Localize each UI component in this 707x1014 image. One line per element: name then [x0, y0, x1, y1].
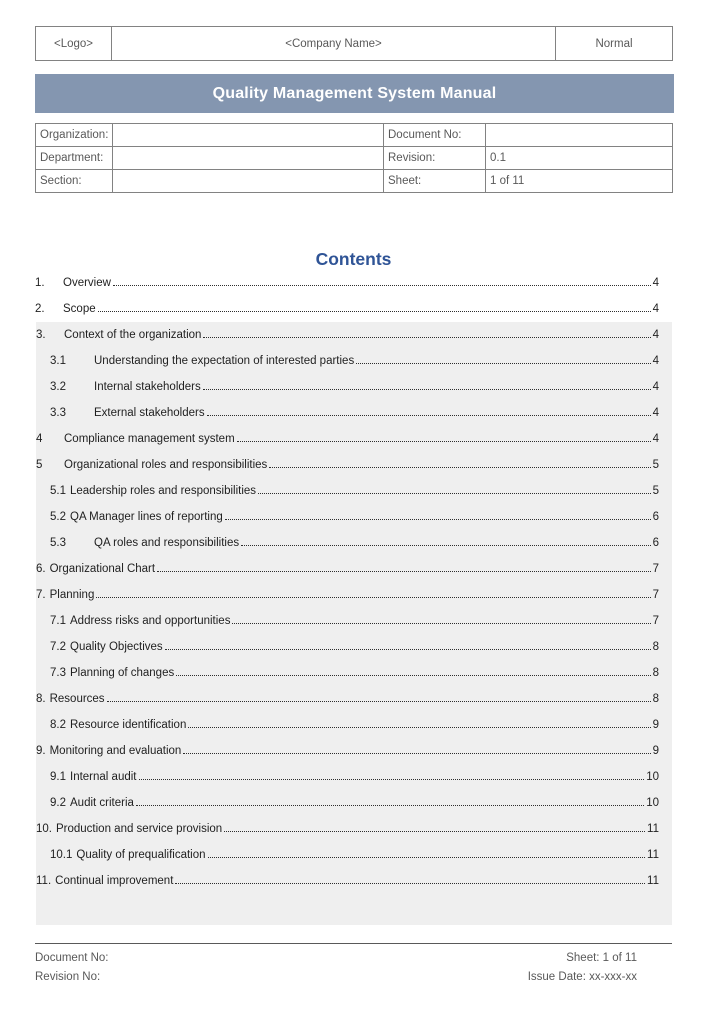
footer-document-no-label: Document No: — [35, 952, 109, 964]
toc-entry-title: Internal stakeholders — [94, 381, 201, 393]
toc-entry-number: 8.2 — [50, 719, 66, 731]
organization-label: Organization: — [36, 124, 113, 147]
toc-dot-leader — [183, 753, 650, 754]
sheet-label: Sheet: — [384, 170, 486, 193]
toc-entry-number: 7. — [36, 589, 46, 601]
toc-dot-leader — [113, 285, 651, 286]
toc-entry[interactable] — [36, 582, 672, 608]
title-banner — [35, 74, 674, 113]
document-no-label: Document No: — [384, 124, 486, 147]
toc-entry[interactable] — [36, 608, 672, 634]
document-title: Quality Management System Manual — [212, 84, 497, 102]
toc-entry[interactable] — [35, 296, 672, 322]
toc-dot-leader — [203, 337, 650, 338]
toc-entry-title: Monitoring and evaluation — [49, 745, 182, 757]
revision-label: Revision: — [384, 147, 486, 170]
toc-entry-number: 1. — [35, 277, 45, 289]
toc-entry[interactable] — [36, 816, 672, 842]
toc-entry[interactable] — [36, 712, 672, 738]
footer-issue-date: Issue Date: xx-xxx-xx — [527, 971, 637, 983]
toc-entry-page: 5 — [652, 459, 659, 471]
toc-entry[interactable] — [36, 868, 672, 894]
toc-entry-page: 5 — [652, 485, 659, 497]
toc-entry-title: Planning of changes — [70, 667, 175, 679]
toc-entry-page: 9 — [652, 719, 659, 731]
toc-dot-leader — [224, 831, 645, 832]
toc-dot-leader — [203, 389, 651, 390]
toc-entry-number: 3.3 — [50, 407, 66, 419]
toc-entry-page: 11 — [647, 849, 659, 861]
toc-entry[interactable] — [36, 686, 672, 712]
toc-entry-page: 6 — [652, 511, 659, 523]
toc-entry-page: 6 — [652, 537, 659, 549]
toc-dot-leader — [175, 883, 645, 884]
organization-value[interactable] — [113, 124, 384, 147]
document-no-value[interactable] — [486, 124, 673, 147]
toc-entry-page: 4 — [652, 303, 659, 315]
toc-entry-page: 4 — [652, 381, 659, 393]
footer-right-block — [528, 949, 637, 987]
revision-value: 0.1 — [486, 147, 673, 170]
document-info-table — [35, 123, 673, 193]
toc-entry-title: Address risks and opportunities — [70, 615, 231, 627]
toc-entry-page: 8 — [652, 641, 659, 653]
toc-dot-leader — [98, 311, 651, 312]
toc-entry[interactable] — [36, 738, 672, 764]
toc-dot-leader — [241, 545, 650, 546]
toc-dot-leader — [225, 519, 651, 520]
toc-entry-number: 8. — [36, 693, 46, 705]
logo-placeholder-cell: <Logo> — [36, 27, 112, 61]
footer-revision-no-label: Revision No: — [35, 971, 101, 983]
toc-entry-number: 3.1 — [50, 355, 66, 367]
toc-entry-number: 10. — [36, 823, 52, 835]
toc-entry-title: Production and service provision — [56, 823, 223, 835]
toc-entry-title: Planning — [49, 589, 95, 601]
toc-entry-title: Internal audit — [70, 771, 137, 783]
toc-entry-page: 4 — [652, 433, 659, 445]
toc-entry-page: 7 — [652, 615, 659, 627]
toc-entry-page: 11 — [647, 875, 659, 887]
toc-entry-title: Quality Objectives — [70, 641, 163, 653]
toc-entry-title: External stakeholders — [94, 407, 205, 419]
footer-left-block — [35, 949, 109, 987]
toc-entry-title: Continual improvement — [55, 875, 174, 887]
toc-entry[interactable] — [36, 634, 672, 660]
toc-entry-number: 3.2 — [50, 381, 66, 393]
toc-entry-title: Quality of prequalification — [76, 849, 206, 861]
toc-dot-leader — [96, 597, 650, 598]
toc-dot-leader — [107, 701, 651, 702]
toc-entry-number: 3. — [36, 329, 46, 341]
toc-entry[interactable] — [36, 478, 672, 504]
toc-shading-tail — [36, 894, 665, 925]
toc-entry-title: Audit criteria — [70, 797, 134, 809]
info-row-organization — [36, 124, 673, 147]
toc-entry[interactable] — [36, 400, 672, 426]
toc-entry-title: Organizational roles and responsibilities — [64, 459, 268, 471]
toc-entry-number: 10.1 — [50, 849, 73, 861]
toc-entry-page: 7 — [652, 563, 659, 575]
table-of-contents — [35, 270, 672, 925]
toc-entry[interactable] — [36, 374, 672, 400]
toc-entry-number: 2. — [35, 303, 45, 315]
toc-entry[interactable] — [36, 660, 672, 686]
toc-entry-number: 5.2 — [50, 511, 66, 523]
toc-entry-page: 4 — [652, 329, 659, 341]
toc-shaded-block — [36, 322, 672, 925]
toc-entry-title: Context of the organization — [64, 329, 202, 341]
page-footer — [35, 943, 672, 987]
contents-heading: Contents — [315, 249, 392, 269]
toc-entry-page: 4 — [652, 407, 659, 419]
toc-dot-leader — [157, 571, 651, 572]
toc-entry[interactable] — [36, 764, 672, 790]
toc-entry-title: Resources — [49, 693, 105, 705]
doc-type-cell: Normal — [556, 27, 673, 61]
toc-dot-leader — [232, 623, 650, 624]
toc-entry-number: 9.1 — [50, 771, 66, 783]
toc-dot-leader — [258, 493, 651, 494]
section-label: Section: — [36, 170, 113, 193]
toc-entry-title: Organizational Chart — [49, 563, 156, 575]
toc-entry[interactable] — [36, 530, 672, 556]
toc-entry-title: QA roles and responsibilities — [94, 537, 240, 549]
toc-entry[interactable] — [36, 842, 672, 868]
toc-dot-leader — [176, 675, 650, 676]
toc-entry-number: 5.1 — [50, 485, 66, 497]
toc-dot-leader — [269, 467, 650, 468]
toc-entry[interactable] — [36, 790, 672, 816]
toc-entry-page: 4 — [652, 355, 659, 367]
toc-entry-page: 10 — [646, 797, 659, 809]
toc-dot-leader — [188, 727, 650, 728]
toc-entry[interactable] — [35, 270, 672, 296]
toc-entry-number: 5 — [36, 459, 43, 471]
toc-entry-number: 7.2 — [50, 641, 66, 653]
toc-entry[interactable] — [36, 504, 672, 530]
toc-entry-number: 7.3 — [50, 667, 66, 679]
section-value[interactable] — [113, 170, 384, 193]
toc-entry-title: Understanding the expectation of interested parties — [94, 355, 355, 367]
toc-entry[interactable] — [36, 322, 672, 348]
toc-entry-page: 10 — [646, 771, 659, 783]
toc-entry-title: Compliance management system — [64, 433, 235, 445]
toc-entry-number: 9.2 — [50, 797, 66, 809]
toc-entry-page: 7 — [652, 589, 659, 601]
toc-entry-number: 7.1 — [50, 615, 66, 627]
toc-entry-number: 9. — [36, 745, 46, 757]
toc-entry[interactable] — [36, 426, 672, 452]
toc-entry-title: Overview — [63, 277, 111, 289]
department-value[interactable] — [113, 147, 384, 170]
toc-entry-title: QA Manager lines of reporting — [70, 511, 223, 523]
toc-dot-leader — [139, 779, 645, 780]
toc-entry[interactable] — [36, 348, 672, 374]
toc-entry[interactable] — [36, 452, 672, 478]
info-row-section — [36, 170, 673, 193]
department-label: Department: — [36, 147, 113, 170]
toc-entry-number: 4 — [36, 433, 43, 445]
toc-entry-title: Resource identification — [70, 719, 187, 731]
toc-entry-title: Scope — [63, 303, 96, 315]
toc-entry-number: 11. — [36, 875, 52, 887]
header-table — [35, 26, 673, 61]
toc-entry-page: 11 — [647, 823, 659, 835]
toc-entry-title: Leadership roles and responsibilities — [70, 485, 257, 497]
toc-entry-page: 4 — [652, 277, 659, 289]
company-name-cell: <Company Name> — [112, 27, 556, 61]
sheet-value: 1 of 11 — [486, 170, 673, 193]
toc-dot-leader — [136, 805, 644, 806]
footer-sheet-info: Sheet: 1 of 11 — [566, 952, 637, 964]
toc-entry-page: 9 — [652, 745, 659, 757]
info-row-department — [36, 147, 673, 170]
toc-dot-leader — [207, 415, 651, 416]
toc-entry-page: 8 — [652, 667, 659, 679]
toc-dot-leader — [237, 441, 651, 442]
toc-dot-leader — [208, 857, 646, 858]
toc-entry[interactable] — [36, 556, 672, 582]
toc-entry-number: 6. — [36, 563, 46, 575]
toc-dot-leader — [356, 363, 650, 364]
toc-dot-leader — [165, 649, 651, 650]
toc-entry-page: 8 — [652, 693, 659, 705]
toc-entry-number: 5.3 — [50, 537, 66, 549]
